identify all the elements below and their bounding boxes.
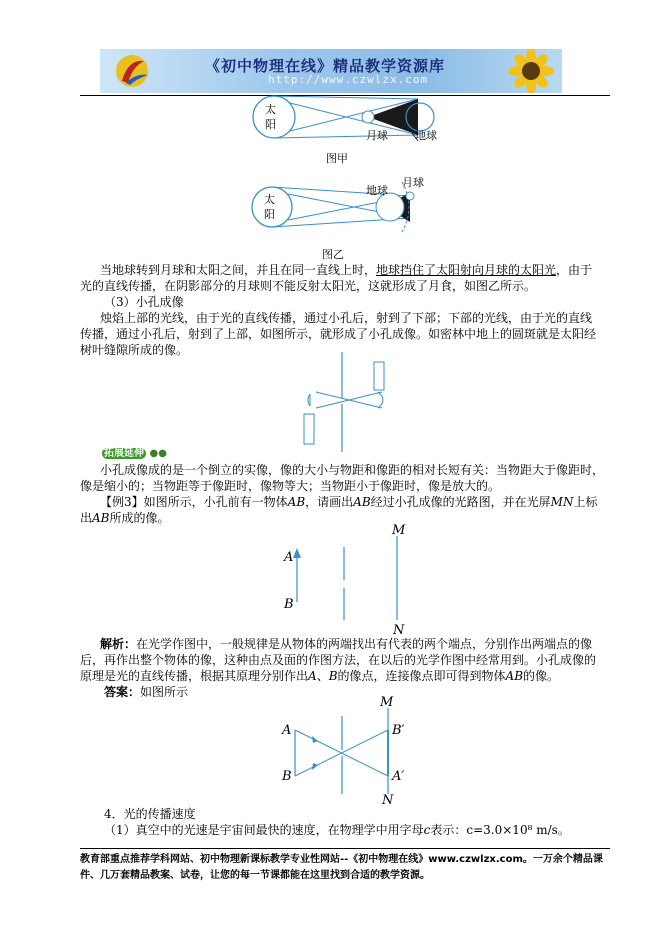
footer-line2: 件、几万套精品教案、试卷，让您的每一节课都能在这里找到合适的教学资源。 — [80, 870, 430, 881]
svg-text:N: N — [382, 793, 394, 806]
section3-line2: 传播，通过小孔后，射到了上部，如图所示，就形成了小孔成像。如密林中地上的圆斑就是太阳经 — [80, 327, 597, 341]
caption-yi: 图乙 — [322, 248, 344, 261]
svg-text:M: M — [392, 523, 406, 538]
extension-line1: 小孔成像成的是一个倒立的实像，像的大小与物距和像距的相对长短有关：当物距大于像距时， — [100, 463, 605, 477]
svg-text:月球: 月球 — [366, 129, 388, 142]
pinhole-figure — [296, 352, 396, 452]
figure-jia — [250, 95, 450, 150]
svg-text:B: B — [282, 769, 292, 784]
moon-circle — [406, 192, 414, 200]
header-url[interactable]: http://www.czwlzx.com — [268, 73, 429, 86]
extension-line2: 像是缩小的；当物距等于像距时，像物等大；当物距小于像距时，像是放大的。 — [80, 479, 501, 493]
svg-text:阳: 阳 — [264, 208, 275, 221]
svg-text:N: N — [393, 623, 405, 637]
logo-icon — [114, 53, 154, 89]
eclipse-line2: 光的直线传播，在阴影部分的月球则不能反射太阳光，这就形成了月食，如图乙所示。 — [80, 279, 537, 293]
svg-text:A: A — [282, 723, 292, 738]
section3-line1: 烛焰上部的光线，由于光的直线传播，通过小孔后，射到了下部；下部的光线，由于光的直线 — [100, 311, 593, 325]
svg-text:A′: A′ — [392, 769, 405, 784]
section4-line1: （1）真空中的光速是宇宙间最快的速度，在物理学中用字母c表示：c=3.0×10⁸ m/s。 — [104, 823, 570, 837]
svg-text:地球: 地球 — [366, 184, 388, 197]
example3-line2: 出AB所成的像。 — [80, 511, 170, 525]
eclipse-line1: 当地球转到月球和太阳之间，并且在同一直线上时，地球挡住了太阳射向月球的太阳光，由于 — [100, 263, 593, 277]
footer-divider — [80, 848, 610, 849]
caption-jia: 图甲 — [326, 152, 348, 165]
svg-text:太: 太 — [264, 193, 275, 206]
svg-text:太: 太 — [265, 103, 276, 116]
analysis-line1: 解析：在光学作图中，一般规律是从物体的两端找出有代表的两个端点，分别作出两端点的像 — [100, 637, 593, 651]
footer-line1: 教育部重点推荐学科网站、初中物理新课标教学专业性网站--《初中物理在线》www.czwlzx.com。一万余个精品课 — [80, 854, 603, 865]
section4-heading: 4．光的传播速度 — [104, 807, 196, 821]
analysis-line3: 原理是光的直线传播，根据其原理分别作出A、B的像点，连接像点即可得到物体AB的像。 — [80, 669, 560, 683]
extension-badge: 拓展延伸 ●● — [104, 448, 167, 459]
svg-text:B′: B′ — [392, 723, 405, 738]
earth-label: 地球 — [415, 129, 437, 142]
question-figure — [282, 522, 412, 637]
earth-circle — [376, 193, 404, 221]
example3-line1: 【例3】如图所示，小孔前有一物体AB，请画出AB经过小孔成像的光路图，并在光屏MN上标 — [100, 495, 598, 509]
svg-text:M: M — [380, 695, 394, 710]
answer-line: 答案：如图所示 — [104, 685, 189, 699]
sunflower-icon — [500, 49, 562, 93]
svg-text:A: A — [284, 550, 294, 565]
header-banner — [100, 49, 562, 93]
header-title: 《初中物理在线》精品教学资源库 — [205, 57, 446, 75]
moon-circle — [362, 111, 374, 123]
section3-line3: 树叶缝隙所成的像。 — [80, 343, 189, 357]
svg-text:B: B — [284, 597, 294, 612]
answer-figure — [280, 694, 410, 806]
analysis-line2: 后，再作出整个物体的像，这种由点及面的作图方法，在以后的光学作图中经常用到。小孔成像的 — [80, 653, 597, 667]
section3-heading: （3）小孔成像 — [104, 295, 184, 309]
svg-text:阳: 阳 — [265, 118, 276, 131]
svg-text:月球: 月球 — [402, 176, 424, 189]
figure-yi — [250, 174, 440, 244]
